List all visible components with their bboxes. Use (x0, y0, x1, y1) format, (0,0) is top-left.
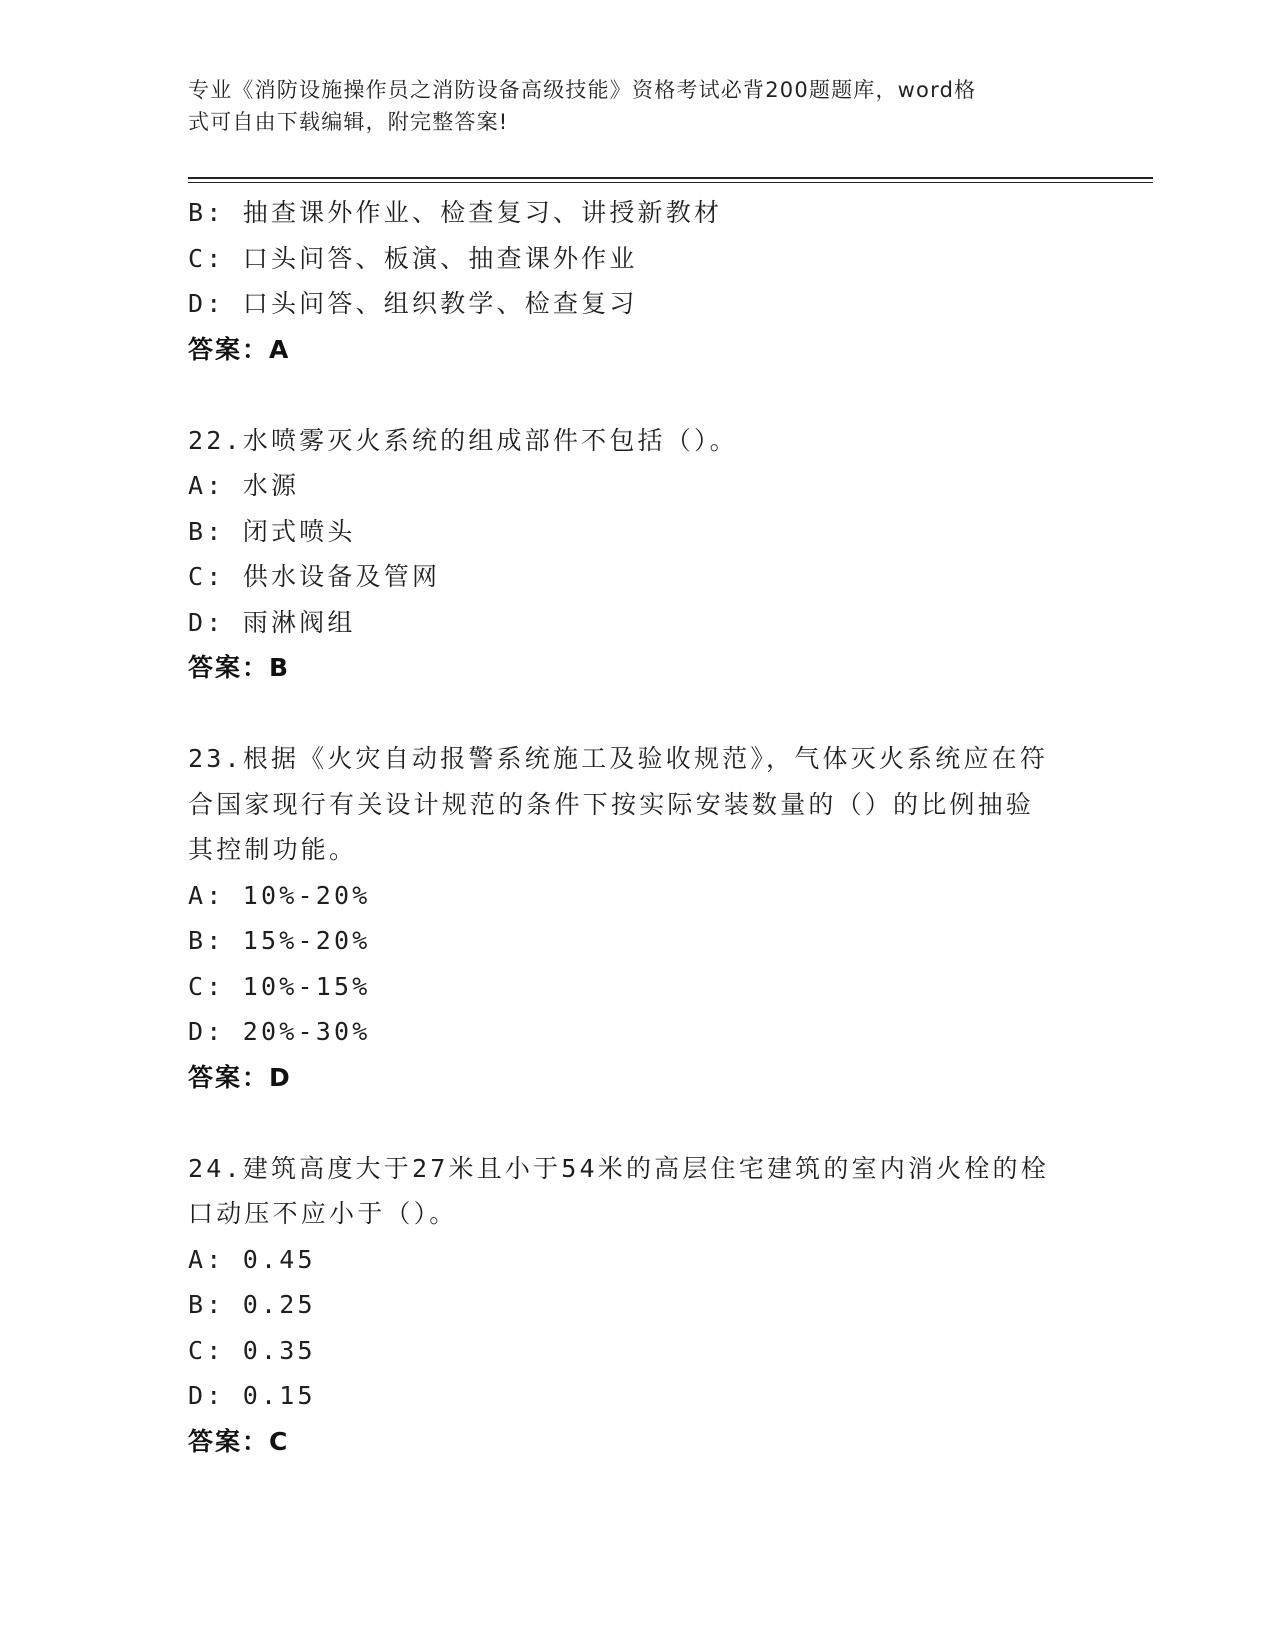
option-a: A: 水源 (188, 471, 300, 500)
answer-label: 答案：B (188, 653, 291, 682)
spacer (188, 372, 1088, 418)
option-c: C: 10%-15% (188, 971, 371, 1001)
header-rule-thick (188, 177, 1153, 179)
question-stem-line-2: 口动压不应小于（）。 (188, 1199, 458, 1228)
option-b: B: 抽查课外作业、检查复习、讲授新教材 (188, 198, 723, 227)
answer-label: 答案：C (188, 1426, 290, 1456)
option-d: D: 20%-30% (188, 1017, 371, 1046)
question-24 (188, 1146, 1088, 1465)
option-b: B: 0.25 (188, 1290, 316, 1319)
header-line-1: 专业《消防设施操作员之消防设备高级技能》资格考试必背200题题库，word格 (188, 78, 977, 102)
option-c: C: 供水设备及管网 (188, 562, 441, 591)
spacer (188, 691, 1088, 737)
option-d: D: 口头问答、组织教学、检查复习 (188, 289, 638, 318)
option-b: B: 15%-20% (188, 926, 371, 955)
option-c: C: 0.35 (188, 1335, 316, 1365)
question-stem-line-3: 其控制功能。 (188, 835, 358, 864)
header-rule-thin (188, 182, 1153, 183)
answer-label: 答案：A (188, 334, 291, 364)
option-a: A: 0.45 (188, 1244, 316, 1274)
header-line-2: 式可自由下载编辑，附完整答案! (188, 110, 509, 134)
option-a: A: 10%-20% (188, 880, 371, 910)
question-stem: 22.水喷雾灭火系统的组成部件不包括（）。 (188, 425, 738, 455)
option-c: C: 口头问答、板演、抽查课外作业 (188, 243, 638, 273)
option-d: D: 0.15 (188, 1381, 316, 1410)
question-stem-line-2: 合国家现行有关设计规范的条件下按实际安装数量的（）的比例抽验 (188, 789, 1035, 819)
question-22 (188, 418, 1088, 691)
spacer (188, 1100, 1088, 1146)
option-d: D: 雨淋阀组 (188, 607, 356, 637)
question-21-continuation (188, 190, 1088, 372)
question-23 (188, 736, 1088, 1100)
option-b: B: 闭式喷头 (188, 516, 356, 546)
answer-label: 答案：D (188, 1062, 292, 1092)
question-content (188, 190, 1088, 1464)
question-stem-line-1: 23.根据《火灾自动报警系统施工及验收规范》，气体灭火系统应在符 (188, 744, 1049, 773)
document-header (188, 74, 1088, 138)
question-stem-line-1: 24.建筑高度大于27米且小于54米的高层住宅建筑的室内消火栓的栓 (188, 1153, 1049, 1183)
